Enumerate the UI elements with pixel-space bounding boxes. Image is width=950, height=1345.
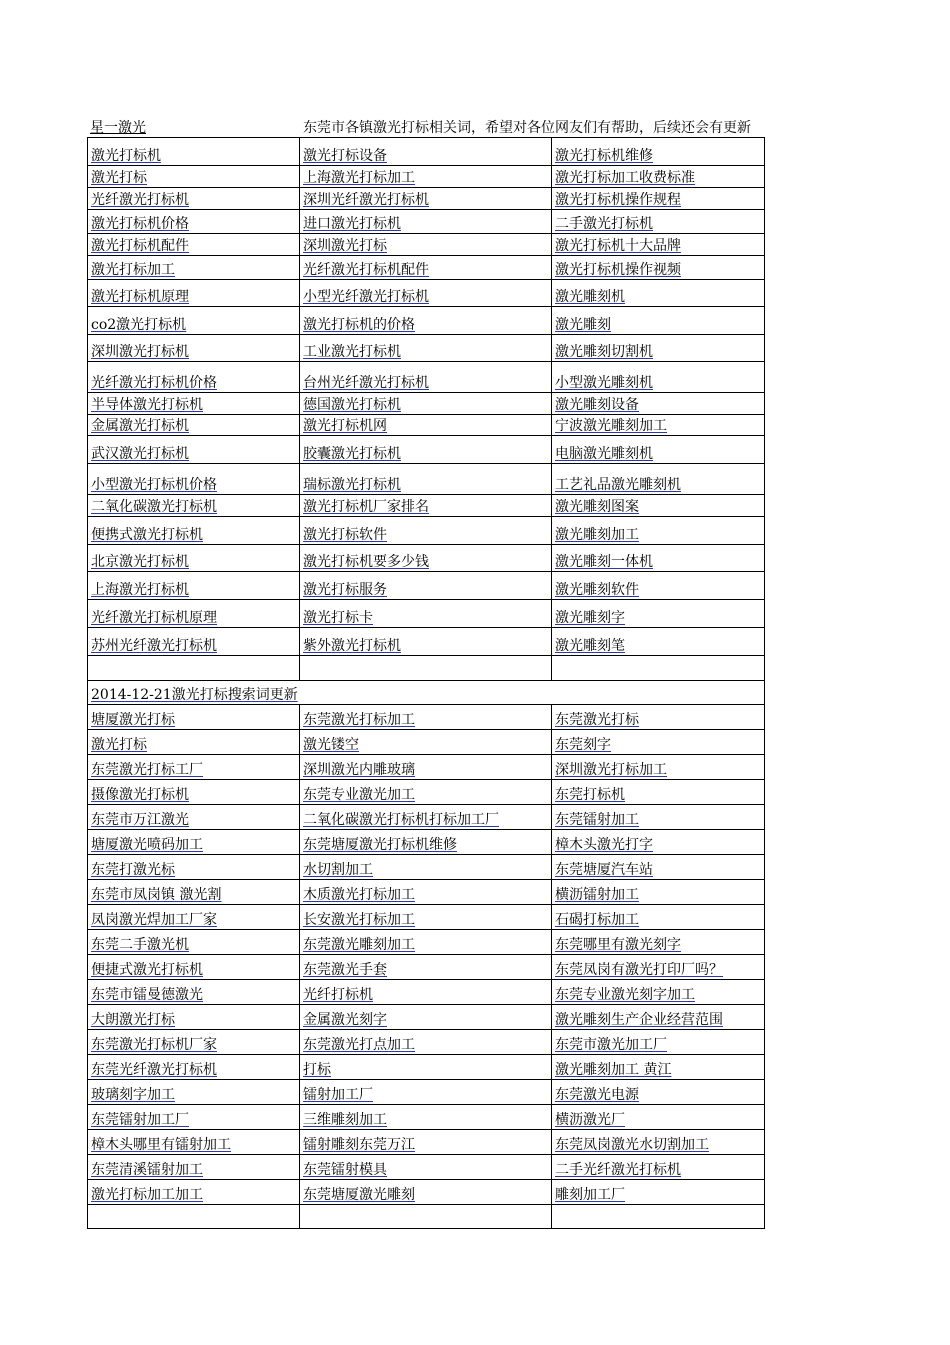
table-row xyxy=(88,805,765,830)
keyword-link[interactable]: 石碣打标加工 xyxy=(555,912,639,928)
table-cell xyxy=(300,234,552,256)
keyword-link[interactable]: 樟木头激光打字 xyxy=(555,837,653,853)
table-cell xyxy=(552,1205,765,1229)
table-cell xyxy=(552,545,765,572)
keyword-link[interactable]: 激光雕刻切割机 xyxy=(555,344,653,360)
table-cell xyxy=(552,1180,765,1205)
blank-row xyxy=(88,656,765,681)
keyword-link[interactable]: 紫外激光打标机 xyxy=(303,638,401,654)
table-row xyxy=(88,464,765,495)
keyword-link[interactable]: 二手激光打标机 xyxy=(555,216,653,232)
table-cell xyxy=(300,393,552,415)
keyword-link[interactable]: 激光打标机操作规程 xyxy=(555,192,681,208)
keyword-link[interactable]: 激光雕刻字 xyxy=(555,610,625,626)
keyword-link[interactable]: 东莞清溪镭射加工 xyxy=(91,1162,203,1178)
table-cell xyxy=(552,855,765,880)
keyword-link[interactable]: 激光打标机要多少钱 xyxy=(303,554,429,570)
table-cell xyxy=(552,234,765,256)
table-cell xyxy=(300,138,552,166)
table-cell xyxy=(88,830,300,855)
table-cell xyxy=(300,210,552,234)
keyword-link[interactable]: 凤岗激光焊加工厂家 xyxy=(91,912,217,928)
table-row xyxy=(88,1180,765,1205)
keyword-table-body xyxy=(88,138,765,1229)
table-cell xyxy=(88,517,300,545)
keyword-link[interactable]: 东莞专业激光加工 xyxy=(303,787,415,803)
keyword-link[interactable]: 金属激光打标机 xyxy=(91,418,189,434)
table-row xyxy=(88,705,765,730)
table-row xyxy=(88,495,765,517)
table-cell xyxy=(552,1080,765,1105)
keyword-link[interactable]: 三维雕刻加工 xyxy=(303,1112,387,1128)
table-cell xyxy=(88,545,300,572)
keyword-link[interactable]: 激光打标机配件 xyxy=(91,238,189,254)
keyword-link[interactable]: 水切割加工 xyxy=(303,862,373,878)
table-row xyxy=(88,905,765,930)
keyword-link[interactable]: 塘厦激光喷码加工 xyxy=(91,837,203,853)
table-cell xyxy=(300,256,552,280)
keyword-link[interactable]: 东莞市凤岗镇 激光割 xyxy=(91,887,222,903)
keyword-link[interactable]: 激光打标设备 xyxy=(303,148,387,164)
table-cell xyxy=(300,730,552,755)
keyword-table xyxy=(87,137,765,1229)
table-cell xyxy=(88,572,300,600)
keyword-link[interactable]: 激光打标机网 xyxy=(303,418,387,434)
table-cell xyxy=(552,188,765,210)
table-cell xyxy=(88,930,300,955)
keyword-link[interactable]: 激光打标加工加工 xyxy=(91,1187,203,1203)
table-row xyxy=(88,1155,765,1180)
table-row xyxy=(88,830,765,855)
keyword-link[interactable]: 东莞激光打标加工 xyxy=(303,712,415,728)
table-cell xyxy=(88,705,300,730)
keyword-link[interactable]: 宁波激光雕刻加工 xyxy=(555,418,667,434)
table-cell xyxy=(552,464,765,495)
table-cell xyxy=(552,1055,765,1080)
keyword-link[interactable]: 便捷式激光打标机 xyxy=(91,962,203,978)
table-cell xyxy=(300,805,552,830)
keyword-link[interactable]: 光纤激光打标机配件 xyxy=(303,262,429,278)
keyword-link[interactable]: 东莞凤岗有激光打印厂吗？ xyxy=(555,962,723,978)
table-cell xyxy=(300,830,552,855)
keyword-link[interactable]: 激光打标机的价格 xyxy=(303,317,415,333)
keyword-link[interactable]: 东莞专业激光刻字加工 xyxy=(555,987,695,1003)
table-cell xyxy=(552,1155,765,1180)
keyword-link[interactable]: 东莞二手激光机 xyxy=(91,937,189,953)
keyword-link[interactable]: 东莞市激光加工厂 xyxy=(555,1037,667,1053)
table-cell xyxy=(88,1155,300,1180)
keyword-link[interactable]: 东莞激光打标 xyxy=(555,712,639,728)
table-cell xyxy=(88,138,300,166)
table-cell xyxy=(552,905,765,930)
keyword-link[interactable]: 便携式激光打标机 xyxy=(91,527,203,543)
keyword-link[interactable]: 激光打标服务 xyxy=(303,582,387,598)
keyword-link[interactable]: 深圳激光打标加工 xyxy=(555,762,667,778)
table-row xyxy=(88,307,765,335)
blank-row xyxy=(88,1205,765,1229)
keyword-link[interactable]: 二氧化碳激光打标机打标加工厂 xyxy=(303,812,499,828)
table-row xyxy=(88,930,765,955)
table-cell xyxy=(300,464,552,495)
table-cell xyxy=(552,1030,765,1055)
table-cell xyxy=(552,138,765,166)
table-cell xyxy=(300,436,552,464)
keyword-link[interactable]: 小型光纤激光打标机 xyxy=(303,289,429,305)
keyword-link[interactable]: 东莞塘厦汽车站 xyxy=(555,862,653,878)
table-row xyxy=(88,1130,765,1155)
table-cell xyxy=(552,280,765,307)
table-cell xyxy=(88,415,300,436)
table-cell xyxy=(300,855,552,880)
keyword-link[interactable]: 东莞镭射加工 xyxy=(555,812,639,828)
table-cell xyxy=(552,1130,765,1155)
keyword-link[interactable]: 东莞光纤激光打标机 xyxy=(91,1062,217,1078)
keyword-link[interactable]: 深圳激光打标机 xyxy=(91,344,189,360)
table-cell xyxy=(552,393,765,415)
keyword-link[interactable]: 横沥镭射加工 xyxy=(555,887,639,903)
table-cell xyxy=(88,166,300,188)
table-cell xyxy=(88,1130,300,1155)
keyword-link[interactable]: 玻璃刻字加工 xyxy=(91,1087,175,1103)
table-cell xyxy=(300,280,552,307)
table-row xyxy=(88,1030,765,1055)
table-cell xyxy=(552,805,765,830)
keyword-link[interactable]: 塘厦激光打标 xyxy=(91,712,175,728)
keyword-link[interactable]: 激光打标机 xyxy=(91,148,161,164)
table-cell xyxy=(88,1105,300,1130)
table-cell xyxy=(88,1030,300,1055)
table-cell xyxy=(88,955,300,980)
table-row xyxy=(88,188,765,210)
table-cell xyxy=(88,730,300,755)
table-cell xyxy=(300,755,552,780)
table-row xyxy=(88,1105,765,1130)
table-cell xyxy=(552,362,765,393)
table-row xyxy=(88,780,765,805)
table-row xyxy=(88,362,765,393)
keyword-link[interactable]: 东莞哪里有激光刻字 xyxy=(555,937,681,953)
keyword-link[interactable]: 工业激光打标机 xyxy=(303,344,401,360)
keyword-link[interactable]: 激光打标加工 xyxy=(91,262,175,278)
table-cell xyxy=(300,188,552,210)
table-row xyxy=(88,256,765,280)
table-cell xyxy=(300,780,552,805)
keyword-link[interactable]: 东莞凤岗激光水切割加工 xyxy=(555,1137,709,1153)
table-cell xyxy=(300,930,552,955)
table-cell xyxy=(88,436,300,464)
table-cell xyxy=(88,234,300,256)
section-title[interactable]: 2014-12-21激光打标搜索词更新 xyxy=(91,687,298,703)
keyword-link[interactable]: 东莞刻字 xyxy=(555,737,611,753)
keyword-link[interactable]: 东莞塘厦激光打标机维修 xyxy=(303,837,457,853)
table-cell xyxy=(552,880,765,905)
keyword-link[interactable]: 东莞激光电源 xyxy=(555,1087,639,1103)
table-cell xyxy=(88,855,300,880)
table-cell xyxy=(300,980,552,1005)
keyword-link[interactable]: 深圳激光打标 xyxy=(303,238,387,254)
table-cell xyxy=(552,656,765,681)
keyword-link[interactable]: 光纤打标机 xyxy=(303,987,373,1003)
keyword-link[interactable]: 上海激光打标机 xyxy=(91,582,189,598)
table-cell xyxy=(88,188,300,210)
table-cell xyxy=(552,628,765,656)
keyword-link[interactable]: 深圳激光内雕玻璃 xyxy=(303,762,415,778)
table-row xyxy=(88,755,765,780)
keyword-link[interactable]: 东莞打激光标 xyxy=(91,862,175,878)
table-cell xyxy=(300,517,552,545)
keyword-link[interactable]: 东莞激光打标机厂家 xyxy=(91,1037,217,1053)
table-cell xyxy=(88,805,300,830)
table-row xyxy=(88,1080,765,1105)
table-cell xyxy=(300,600,552,628)
keyword-link[interactable]: 半导体激光打标机 xyxy=(91,397,203,413)
table-row xyxy=(88,280,765,307)
keyword-link[interactable]: 激光雕刻生产企业经营范围 xyxy=(555,1012,723,1028)
table-cell xyxy=(552,572,765,600)
keyword-link[interactable]: 激光打标加工收费标准 xyxy=(555,170,695,186)
table-row xyxy=(88,600,765,628)
table-cell xyxy=(88,755,300,780)
keyword-link[interactable]: 电脑激光雕刻机 xyxy=(555,446,653,462)
table-cell xyxy=(552,517,765,545)
table-cell xyxy=(552,780,765,805)
table-cell xyxy=(88,880,300,905)
table-cell xyxy=(552,600,765,628)
table-cell xyxy=(300,905,552,930)
keyword-link[interactable]: 二手光纤激光打标机 xyxy=(555,1162,681,1178)
keyword-link[interactable]: 激光打标 xyxy=(91,170,147,186)
keyword-link[interactable]: 胶囊激光打标机 xyxy=(303,446,401,462)
keyword-link[interactable]: 樟木头哪里有镭射加工 xyxy=(91,1137,231,1153)
table-cell xyxy=(300,166,552,188)
table-cell xyxy=(88,905,300,930)
keyword-link[interactable]: 激光雕刻图案 xyxy=(555,499,639,515)
header-note: 东莞市各镇激光打标相关词，希望对各位网友们有帮助，后续还会有更新 xyxy=(303,120,751,136)
keyword-link[interactable]: 激光雕刻笔 xyxy=(555,638,625,654)
table-cell xyxy=(88,780,300,805)
keyword-link[interactable]: 激光打标 xyxy=(91,737,147,753)
keyword-link[interactable]: co2激光打标机 xyxy=(91,317,187,333)
keyword-link[interactable]: 激光雕刻设备 xyxy=(555,397,639,413)
keyword-link[interactable]: 打标 xyxy=(303,1062,331,1078)
table-cell xyxy=(300,572,552,600)
table-cell xyxy=(88,600,300,628)
table-cell xyxy=(88,980,300,1005)
table-cell xyxy=(300,307,552,335)
keyword-link[interactable]: 台州光纤激光打标机 xyxy=(303,375,429,391)
keyword-link[interactable]: 激光打标机价格 xyxy=(91,216,189,232)
keyword-link[interactable]: 激光雕刻 xyxy=(555,317,611,333)
keyword-link[interactable]: 东莞打标机 xyxy=(555,787,625,803)
keyword-link[interactable]: 北京激光打标机 xyxy=(91,554,189,570)
table-row xyxy=(88,880,765,905)
table-cell xyxy=(552,1005,765,1030)
table-cell xyxy=(88,362,300,393)
table-cell xyxy=(552,755,765,780)
table-cell xyxy=(300,1180,552,1205)
keyword-link[interactable]: 激光打标机操作视频 xyxy=(555,262,681,278)
section-title-row xyxy=(88,681,765,705)
table-cell xyxy=(88,393,300,415)
table-cell xyxy=(552,166,765,188)
table-cell xyxy=(300,1155,552,1180)
table-cell xyxy=(88,256,300,280)
table-cell xyxy=(552,436,765,464)
table-cell xyxy=(300,656,552,681)
table-cell xyxy=(300,545,552,572)
table-cell xyxy=(88,335,300,362)
keyword-link[interactable]: 东莞镭射模具 xyxy=(303,1162,387,1178)
table-cell xyxy=(552,830,765,855)
table-cell xyxy=(300,1005,552,1030)
keyword-link[interactable]: 上海激光打标加工 xyxy=(303,170,415,186)
keyword-link[interactable]: 东莞塘厦激光雕刻 xyxy=(303,1187,415,1203)
table-row xyxy=(88,415,765,436)
keyword-link[interactable]: 激光打标机十大品牌 xyxy=(555,238,681,254)
table-row xyxy=(88,628,765,656)
keyword-link[interactable]: 光纤激光打标机价格 xyxy=(91,375,217,391)
keyword-link[interactable]: 东莞市万江激光 xyxy=(91,812,189,828)
table-cell xyxy=(300,415,552,436)
table-cell xyxy=(88,1005,300,1030)
keyword-link[interactable]: 激光雕刻加工 黄江 xyxy=(555,1062,672,1078)
table-row xyxy=(88,730,765,755)
table-cell xyxy=(300,705,552,730)
table-row xyxy=(88,980,765,1005)
keyword-link[interactable]: 雕刻加工厂 xyxy=(555,1187,625,1203)
table-row xyxy=(88,572,765,600)
keyword-link[interactable]: 东莞激光打标工厂 xyxy=(91,762,203,778)
keyword-link[interactable]: 东莞激光打点加工 xyxy=(303,1037,415,1053)
keyword-link[interactable]: 二氧化碳激光打标机 xyxy=(91,499,217,515)
table-cell xyxy=(552,730,765,755)
table-cell xyxy=(300,335,552,362)
table-cell xyxy=(88,628,300,656)
keyword-link[interactable]: 激光雕刻加工 xyxy=(555,527,639,543)
table-row xyxy=(88,1005,765,1030)
keyword-link[interactable]: 激光打标软件 xyxy=(303,527,387,543)
table-row xyxy=(88,393,765,415)
table-cell xyxy=(300,362,552,393)
table-cell xyxy=(552,256,765,280)
table-cell xyxy=(88,280,300,307)
table-cell xyxy=(552,415,765,436)
keyword-link[interactable]: 光纤激光打标机 xyxy=(91,192,189,208)
table-row xyxy=(88,1055,765,1080)
table-cell xyxy=(300,1130,552,1155)
keyword-link[interactable]: 德国激光打标机 xyxy=(303,397,401,413)
table-row xyxy=(88,545,765,572)
keyword-link[interactable]: 小型激光雕刻机 xyxy=(555,375,653,391)
table-cell xyxy=(552,307,765,335)
keyword-link[interactable]: 激光雕刻机 xyxy=(555,289,625,305)
table-row xyxy=(88,166,765,188)
table-cell xyxy=(88,656,300,681)
table-cell xyxy=(552,1105,765,1130)
keyword-link[interactable]: 苏州光纤激光打标机 xyxy=(91,638,217,654)
keyword-link[interactable]: 激光打标卡 xyxy=(303,610,373,626)
table-cell xyxy=(300,1205,552,1229)
table-cell xyxy=(300,880,552,905)
keyword-link[interactable]: 激光雕刻软件 xyxy=(555,582,639,598)
table-cell xyxy=(300,1080,552,1105)
table-row xyxy=(88,855,765,880)
table-cell xyxy=(300,628,552,656)
table-cell xyxy=(300,955,552,980)
table-cell xyxy=(88,495,300,517)
keyword-link[interactable]: 镭射加工厂 xyxy=(303,1087,373,1103)
keyword-link[interactable]: 东莞激光雕刻加工 xyxy=(303,937,415,953)
table-cell xyxy=(552,930,765,955)
table-cell xyxy=(300,495,552,517)
keyword-link[interactable]: 激光雕刻一体机 xyxy=(555,554,653,570)
table-cell xyxy=(88,1180,300,1205)
table-cell xyxy=(300,1055,552,1080)
keyword-link[interactable]: 金属激光刻字 xyxy=(303,1012,387,1028)
section-title-cell xyxy=(88,681,765,705)
keyword-link[interactable]: 镭射雕刻东莞万江 xyxy=(303,1137,415,1153)
keyword-link[interactable]: 横沥激光厂 xyxy=(555,1112,625,1128)
keyword-link[interactable]: 大朗激光打标 xyxy=(91,1012,175,1028)
table-row xyxy=(88,234,765,256)
keyword-link[interactable]: 瑞标激光打标机 xyxy=(303,477,401,493)
keyword-link[interactable]: 东莞镭射加工厂 xyxy=(91,1112,189,1128)
table-cell xyxy=(300,1105,552,1130)
keyword-link[interactable]: 东莞激光手套 xyxy=(303,962,387,978)
table-cell xyxy=(552,980,765,1005)
table-cell xyxy=(300,1030,552,1055)
table-row xyxy=(88,335,765,362)
keyword-link[interactable]: 东莞市镭曼德激光 xyxy=(91,987,203,1003)
table-cell xyxy=(88,210,300,234)
table-cell xyxy=(88,1205,300,1229)
keyword-link[interactable]: 激光打标机厂家排名 xyxy=(303,499,429,515)
keyword-link[interactable]: 深圳光纤激光打标机 xyxy=(303,192,429,208)
table-row xyxy=(88,436,765,464)
table-cell xyxy=(88,1080,300,1105)
table-cell xyxy=(552,335,765,362)
table-cell xyxy=(88,1055,300,1080)
table-cell xyxy=(552,955,765,980)
table-row xyxy=(88,955,765,980)
header-line xyxy=(89,118,849,138)
keyword-link[interactable]: 光纤激光打标机原理 xyxy=(91,610,217,626)
keyword-link[interactable]: 小型激光打标机价格 xyxy=(91,477,217,493)
keyword-link[interactable]: 进口激光打标机 xyxy=(303,216,401,232)
table-cell xyxy=(552,495,765,517)
keyword-link[interactable]: 激光打标机维修 xyxy=(555,148,653,164)
table-row xyxy=(88,517,765,545)
table-cell xyxy=(552,705,765,730)
brand-link[interactable]: 星一激光 xyxy=(90,120,146,136)
keyword-link[interactable]: 工艺礼品激光雕刻机 xyxy=(555,477,681,493)
keyword-link[interactable]: 摄像激光打标机 xyxy=(91,787,189,803)
table-cell xyxy=(88,464,300,495)
keyword-link[interactable]: 长安激光打标加工 xyxy=(303,912,415,928)
keyword-link[interactable]: 武汉激光打标机 xyxy=(91,446,189,462)
table-cell xyxy=(552,210,765,234)
keyword-link[interactable]: 激光打标机原理 xyxy=(91,289,189,305)
keyword-link[interactable]: 激光镂空 xyxy=(303,737,359,753)
table-row xyxy=(88,210,765,234)
table-row xyxy=(88,138,765,166)
keyword-link[interactable]: 木质激光打标加工 xyxy=(303,887,415,903)
table-cell xyxy=(88,307,300,335)
